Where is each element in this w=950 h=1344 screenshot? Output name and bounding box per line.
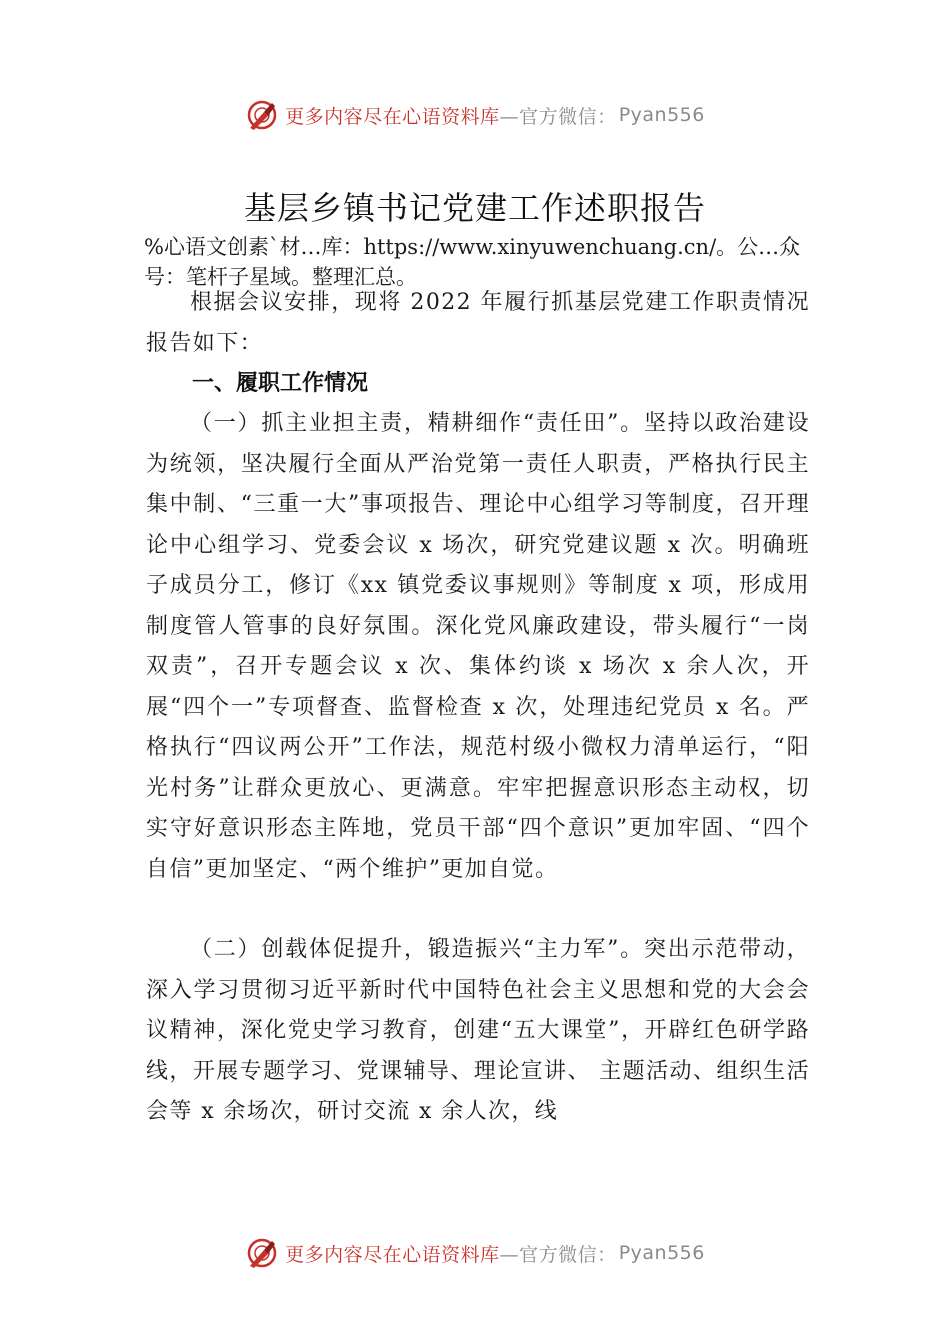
banner-separator-text: —官方微信： — [499, 105, 617, 128]
paragraph-2 — [146, 930, 810, 1133]
document-title: 基层乡镇书记党建工作述职报告 — [243, 189, 706, 227]
footer-wechat-id: Pyan556 — [618, 1242, 705, 1264]
banner-wechat-id: Pyan556 — [618, 104, 705, 126]
intro-paragraph — [146, 283, 810, 364]
footer-banner — [0, 1233, 950, 1273]
paragraph-1 — [146, 404, 810, 890]
paragraph-1-text: （一）抓主业担主责，精耕细作“责任田”。坚持以政治建设为统领，坚决履行全面从严治党第一责任人职责，严格执行民主集中制、“三重一大”事项报告、理论中心组学习等制度，召开理论中心组学习、党委会议 x 场次，研究党建议题 x 次。明确班子成员分工，修订《xx 镇党委议事规则》等制度 x 项，形成用制度管人管事的良好氛围。深化党风廉政建设，带头履行“一岗双责”，召开专题会议 x 次、集体约谈 x 场次 x 余人次，开展“四个一”专项督查、监督检查 x 次，处理违纪党员 x 名。严格执行“四议两公开”工作法，规范村级小微权力清单运行，“阳光村务”让群众更放心、更满意。牢牢把握意识形态主动权，切实守好意识形态主阵地，党员干部“四个意识”更加牢固、“四个自信”更加坚定、“两个维护”更加自觉。 — [146, 411, 810, 882]
footer-separator-text: —官方微信： — [499, 1243, 617, 1266]
intro-text: 根据会议安排，现将 2022 年履行抓基层党建工作职责情况报告如下： — [146, 290, 810, 356]
banner-main-text: 更多内容尽在心语资料库 — [285, 105, 500, 128]
header-banner — [0, 95, 950, 135]
pen-seal-logo-icon — [245, 1236, 279, 1270]
pen-seal-logo-icon — [245, 98, 279, 132]
source-note: %心语文创素`材…库：https://www.xinyuwenchuang.cn/。公…众号：笔杆子星域。整理汇总。 — [144, 235, 801, 289]
paragraph-2-text: （二）创载体促提升，锻造振兴“主力军”。突出示范带动，深入学习贯彻习近平新时代中国特色社会主义思想和党的大会会议精神，深化党史学习教育，创建“五大课堂”，开辟红色研学路线，开展专题学习、党课辅导、理论宣讲、 主题活动、组织生活会等 x 余场次，研讨交流 x 余人次，线 — [146, 937, 810, 1124]
footer-main-text: 更多内容尽在心语资料库 — [285, 1243, 500, 1266]
section-heading: 一、履职工作情况 — [192, 371, 369, 396]
